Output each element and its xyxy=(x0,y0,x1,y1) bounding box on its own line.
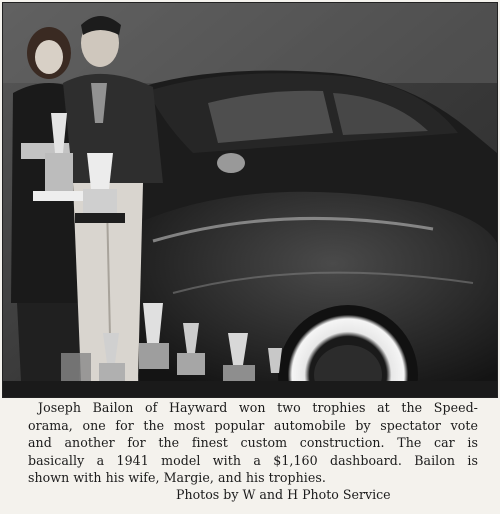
photo-illustration xyxy=(3,3,497,397)
caption-line: orama, one for the most popular automobile by spectator vote xyxy=(28,417,478,433)
photograph xyxy=(2,2,498,398)
caption-line: and another for the finest custom construction. The car is xyxy=(28,435,478,451)
photo-credit: Photos by W and H Photo Service xyxy=(176,487,391,502)
photo-caption xyxy=(28,399,478,487)
car xyxy=(123,71,497,398)
caption-line: Joseph Bailon of Hayward won two trophies at the Speed- xyxy=(38,400,478,415)
caption-line: shown with his wife, Margie, and his trophies. xyxy=(28,470,326,486)
caption-line: basically a 1941 model with a $1,160 dashboard. Bailon is xyxy=(28,452,478,468)
